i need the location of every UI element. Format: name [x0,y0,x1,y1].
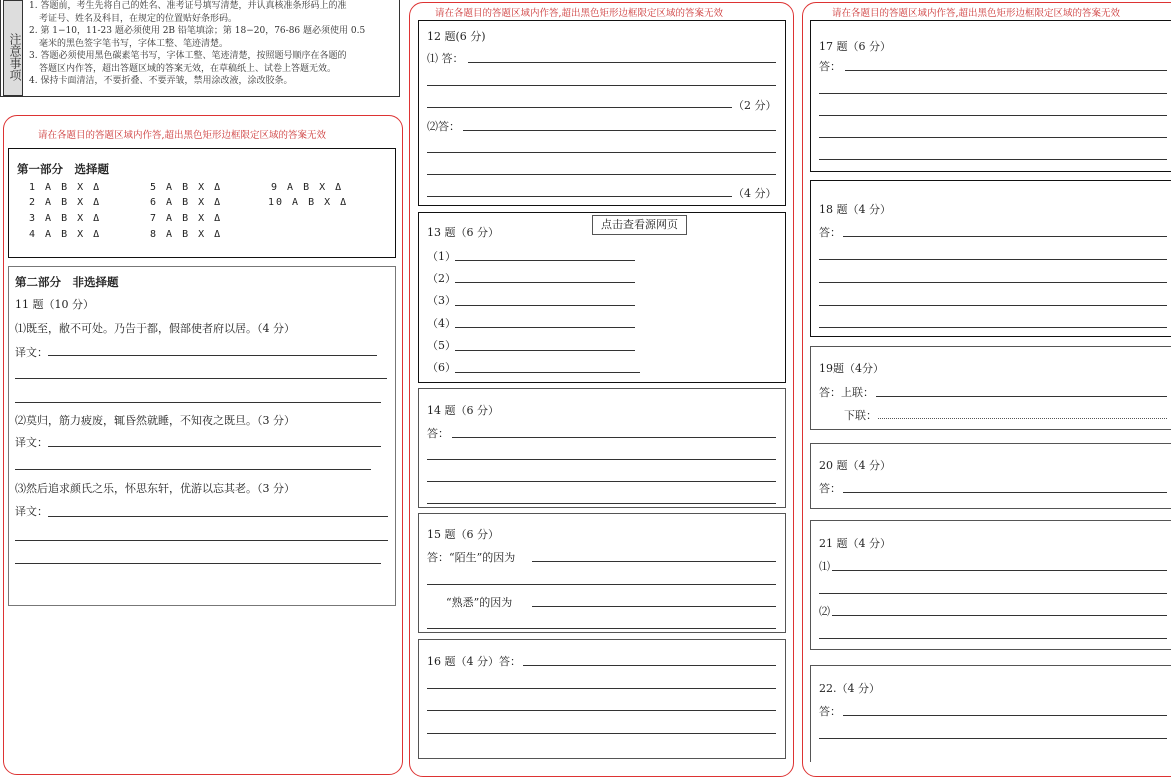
answer-line[interactable] [532,606,776,607]
q12-score2: （4 分） [733,187,777,200]
answer-line[interactable] [427,584,776,585]
notice-line: 考证号、姓名及科目，在规定的位置贴好条形码。 [39,13,238,24]
q12-box [418,20,786,206]
choice-item[interactable]: 1 A B X Δ [29,182,102,193]
q21-title: 21 题（4 分） [819,537,891,550]
answer-line[interactable] [427,107,732,108]
answer-line[interactable] [832,570,1167,571]
answer-line[interactable] [427,174,776,175]
answer-line[interactable] [48,516,388,517]
answer-line[interactable] [427,503,776,504]
answer-line[interactable] [15,563,381,564]
q15-answer1-label: 答：“陌生”的因为 [427,551,516,564]
view-source-button[interactable]: 点击查看源网页 [592,215,687,235]
answer-line[interactable] [819,282,1167,283]
q16-title: 16 题（4 分）答： [427,655,521,668]
answer-line[interactable] [468,62,776,63]
q13-item: （3） [427,294,456,307]
answer-line[interactable] [455,372,640,373]
q22-title: 22.（4 分） [819,682,880,695]
answer-line[interactable] [427,459,776,460]
answer-line[interactable] [845,70,1167,71]
answer-line[interactable] [819,159,1167,160]
notice-line: 毫米的黑色签字笔书写，字体工整、笔迹清楚。 [39,38,229,49]
q22-answer-label: 答： [819,705,841,718]
answer-line[interactable] [819,593,1167,594]
q13-item: （4） [427,317,456,330]
q12-score1: （2 分） [733,99,777,112]
q20-box [810,443,1171,509]
q11-1-prompt: ⑴既至，敝不可处。乃告于都，假部使者府以居。（4 分） [15,322,295,335]
q20-title: 20 题（4 分） [819,459,891,472]
q11-3-prompt: ⑶然后追求颜氏之乐，怀思东轩，优游以忘其老。（3 分） [15,482,295,495]
answer-line[interactable] [819,638,1167,639]
q12-title: 12 题(6 分) [427,30,486,43]
notice-line: 4. 保持卡面清洁，不要折叠、不要弄皱，禁用涂改液，涂改胶条。 [29,76,293,86]
answer-line[interactable] [523,665,776,666]
notice-line: 答题区内作答，超出答题区域的答案无效，在草稿纸上、试卷上答题无效。 [39,63,337,74]
answer-line[interactable] [455,282,635,283]
answer-line[interactable] [463,130,776,131]
q14-answer-label: 答： [427,427,449,440]
choice-item[interactable]: 10 A B X Δ [268,197,349,208]
answer-line[interactable] [48,355,377,356]
answer-line[interactable] [455,260,635,261]
notice-line: 3. 答题必须使用黑色碳素笔书写，字体工整、笔迹清楚，按照题号顺序在各题的 [29,51,347,61]
choice-item[interactable]: 5 A B X Δ [150,182,223,193]
answer-line[interactable] [819,305,1167,306]
answer-line[interactable] [427,196,732,197]
region-warning: 请在各题目的答题区域内作答,超出黑色矩形边框限定区域的答案无效 [38,130,327,141]
answer-line[interactable] [455,305,635,306]
choice-item[interactable]: 7 A B X Δ [150,213,223,224]
translate-label: 译文： [15,346,48,359]
q20-answer-label: 答： [819,482,841,495]
q11-title: 11 题（10 分） [15,298,94,311]
q13-item: （5） [427,339,456,352]
q19-lower-label: 下联： [844,409,877,422]
part2-title: 第二部分 非选择题 [15,275,119,289]
answer-line[interactable] [819,259,1167,260]
answer-line[interactable] [15,402,381,403]
answer-line[interactable] [427,628,776,629]
q12-answer2-label: ⑵答： [427,120,460,133]
answer-line[interactable] [843,492,1167,493]
q18-answer-label: 答： [819,226,841,239]
answer-line[interactable] [455,327,635,328]
answer-line[interactable] [819,137,1167,138]
q18-title: 18 题（4 分） [819,203,891,216]
part1-title: 第一部分 选择题 [17,162,109,176]
q13-item: （1） [427,250,456,263]
choice-item[interactable]: 9 A B X Δ [271,182,344,193]
q21-answer1-label: ⑴ [819,560,830,573]
q15-answer2-label: “熟悉”的因为 [446,596,513,609]
answer-line[interactable] [427,152,776,153]
answer-line[interactable] [15,540,388,541]
answer-line[interactable] [843,236,1167,237]
q21-answer2-label: ⑵ [819,605,830,618]
answer-line[interactable] [427,85,776,86]
region-warning: 请在各题目的答题区域内作答,超出黑色矩形边框限定区域的答案无效 [832,8,1121,19]
choice-item[interactable]: 8 A B X Δ [150,229,223,240]
notice-line: 1. 答题前，考生先将自己的姓名、准考证号填写清楚，并认真核准条形码上的准 [29,1,347,11]
answer-line[interactable] [832,615,1167,616]
part1-box [8,148,396,258]
answer-line[interactable] [48,446,381,447]
answer-line[interactable] [427,688,776,689]
notice-box [0,0,400,97]
answer-line[interactable] [819,93,1167,94]
answer-line[interactable] [819,327,1167,328]
q17-answer-label: 答： [819,60,841,73]
answer-line[interactable] [878,418,1167,419]
q13-title: 13 题（6 分） [427,226,499,239]
answer-line[interactable] [843,715,1167,716]
q13-item: （2） [427,272,456,285]
q19-upper-label: 答：上联： [819,386,874,399]
choice-item[interactable]: 2 A B X Δ [29,197,102,208]
answer-line[interactable] [532,561,776,562]
choice-item[interactable]: 6 A B X Δ [150,197,223,208]
q19-title: 19题（4分） [819,362,884,375]
notice-line: 2. 第 1−10，11-23 题必须使用 2B 铅笔填涂；第 18−20，76-86 题必须使用 0.5 [29,26,366,36]
answer-line[interactable] [455,350,635,351]
notice-label: 注意事项 [3,0,23,96]
region-warning: 请在各题目的答题区域内作答,超出黑色矩形边框限定区域的答案无效 [435,8,724,19]
answer-line[interactable] [452,437,776,438]
answer-line[interactable] [427,710,776,711]
q11-2-prompt: ⑵莫归，筋力疲废，辄昏然就睡，不知夜之既旦。（3 分） [15,414,295,427]
q13-item: （6） [427,361,456,374]
q14-title: 14 题（6 分） [427,404,499,417]
answer-line[interactable] [819,738,1167,739]
translate-label: 译文： [15,505,48,518]
q15-title: 15 题（6 分） [427,528,499,541]
answer-line[interactable] [15,469,371,470]
answer-line[interactable] [819,115,1167,116]
q12-answer1-label: ⑴ 答： [427,52,464,65]
answer-line[interactable] [427,481,776,482]
answer-line[interactable] [427,733,776,734]
translate-label: 译文： [15,436,48,449]
answer-line[interactable] [15,378,387,379]
q17-title: 17 题（6 分） [819,40,891,53]
part2-box [8,266,396,606]
answer-line[interactable] [876,396,1167,397]
choice-item[interactable]: 3 A B X Δ [29,213,102,224]
choice-item[interactable]: 4 A B X Δ [29,229,102,240]
